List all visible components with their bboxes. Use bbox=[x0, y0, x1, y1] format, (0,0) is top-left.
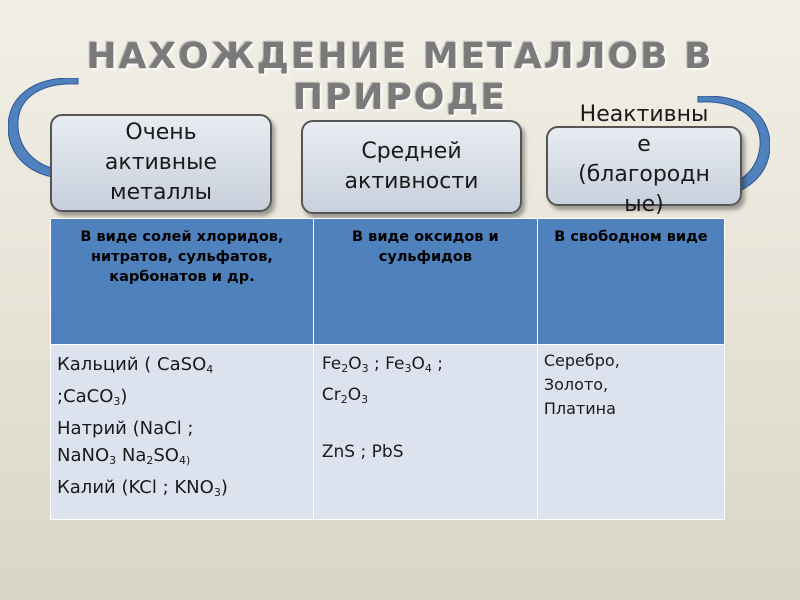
table-header-row bbox=[51, 219, 725, 345]
box-line: Очень bbox=[125, 120, 197, 145]
box-line: е bbox=[637, 132, 651, 157]
header-free: В свободном виде bbox=[537, 219, 724, 345]
sulfides-line: ZnS ; PbS bbox=[321, 442, 404, 462]
iron-oxides-line: $Fe_2O_3$ ; $Fe_3O_4$ ; bbox=[321, 354, 443, 375]
free-metal: Платина bbox=[543, 399, 616, 418]
sodium-line-2: NaNO$_3$ $Na_2SO_{4)}$ bbox=[57, 445, 191, 467]
box-line: (благородн bbox=[578, 162, 710, 187]
sodium-line: Натрий (NaCl ; bbox=[57, 418, 194, 439]
free-metal: Серебро, bbox=[543, 351, 620, 370]
potassium-line: Калий (KCl ; $KNO_3$) bbox=[57, 477, 228, 499]
box-line: Средней bbox=[361, 139, 462, 164]
box-line: ые) bbox=[624, 192, 664, 217]
box-line: Неактивны bbox=[579, 102, 709, 127]
chromium-oxide-line: $Cr_2O_3$ bbox=[321, 385, 369, 406]
box-line: металлы bbox=[110, 180, 212, 205]
header-oxides: В виде оксидов и сульфидов bbox=[313, 219, 537, 345]
header-salts: В виде солей хлоридов, нитратов, сульфатов, карбонатов и др. bbox=[51, 219, 314, 345]
box-line: активности bbox=[344, 169, 479, 194]
metals-table bbox=[50, 218, 725, 520]
very-active-metals-box bbox=[50, 114, 272, 212]
box-line: активные bbox=[104, 150, 218, 175]
salts-cell bbox=[51, 345, 314, 520]
calcium-line-2: ;CaCO$_3$) bbox=[57, 386, 128, 408]
inactive-metals-box bbox=[546, 102, 742, 217]
free-metal: Золото, bbox=[543, 375, 609, 394]
free-cell bbox=[537, 345, 724, 520]
table-row bbox=[51, 345, 725, 520]
calcium-line: Кальций ( CaSO$_4$ bbox=[57, 354, 214, 376]
medium-activity-box bbox=[301, 120, 522, 214]
oxides-cell bbox=[313, 345, 537, 520]
slide-title: НАХОЖДЕНИЕ МЕТАЛЛОВ В ПРИРОДЕ bbox=[86, 36, 714, 118]
